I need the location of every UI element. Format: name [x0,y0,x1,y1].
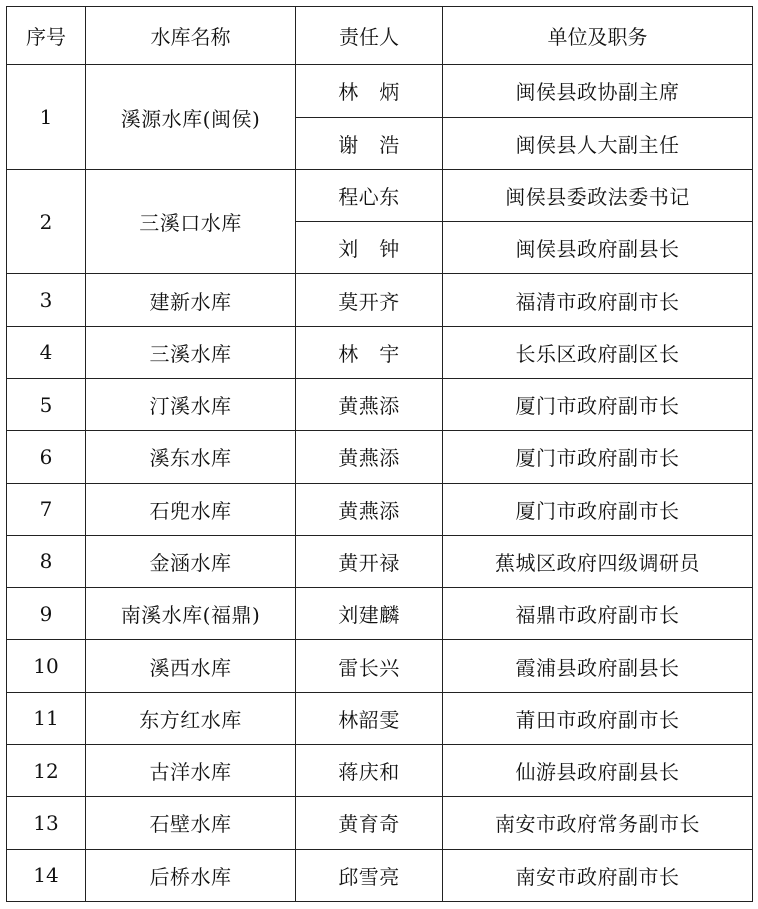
responsible-person: 黄燕添 [296,379,443,431]
unit-and-position: 蕉城区政府四级调研员 [443,535,753,587]
table-row [7,431,753,483]
responsible-person: 莫开齐 [296,274,443,326]
row-number: 5 [7,379,86,431]
unit-and-position: 霞浦县政府副县长 [443,640,753,692]
table-row [7,797,753,849]
responsible-person: 蒋庆和 [296,744,443,796]
header-reservoir-name: 水库名称 [86,7,296,65]
unit-and-position: 莆田市政府副市长 [443,692,753,744]
reservoir-name: 金涵水库 [86,535,296,587]
unit-and-position: 闽侯县人大副主任 [443,117,753,169]
responsible-person: 谢 浩 [296,117,443,169]
responsible-person: 黄开禄 [296,535,443,587]
unit-and-position: 厦门市政府副市长 [443,483,753,535]
table-row [7,849,753,901]
unit-and-position: 福清市政府副市长 [443,274,753,326]
unit-and-position: 仙游县政府副县长 [443,744,753,796]
unit-and-position: 南安市政府副市长 [443,849,753,901]
responsible-person: 刘 钟 [296,222,443,274]
row-number: 1 [7,65,86,170]
unit-and-position: 长乐区政府副区长 [443,326,753,378]
reservoir-name: 古洋水库 [86,744,296,796]
table-row [7,274,753,326]
reservoir-name: 石兜水库 [86,483,296,535]
responsible-person: 黄育奇 [296,797,443,849]
reservoir-name: 三溪口水库 [86,169,296,274]
reservoir-name: 石壁水库 [86,797,296,849]
table-row [7,65,753,117]
table-row [7,169,753,221]
responsible-person: 林 宇 [296,326,443,378]
row-number: 4 [7,326,86,378]
table-row [7,744,753,796]
responsible-person: 林韶雯 [296,692,443,744]
table-header-row [7,7,753,65]
table-row [7,640,753,692]
row-number: 9 [7,588,86,640]
responsible-person: 黄燕添 [296,483,443,535]
responsible-person: 雷长兴 [296,640,443,692]
unit-and-position: 闽侯县政府副县长 [443,222,753,274]
responsible-person: 邱雪亮 [296,849,443,901]
reservoir-name: 溪西水库 [86,640,296,692]
row-number: 10 [7,640,86,692]
unit-and-position: 南安市政府常务副市长 [443,797,753,849]
row-number: 11 [7,692,86,744]
reservoir-responsibility-table [6,6,753,902]
header-unit-and-position: 单位及职务 [443,7,753,65]
reservoir-name: 溪东水库 [86,431,296,483]
row-number: 14 [7,849,86,901]
row-number: 3 [7,274,86,326]
header-no: 序号 [7,7,86,65]
unit-and-position: 闽侯县政协副主席 [443,65,753,117]
row-number: 6 [7,431,86,483]
unit-and-position: 厦门市政府副市长 [443,431,753,483]
table-row [7,692,753,744]
header-responsible-person: 责任人 [296,7,443,65]
row-number: 7 [7,483,86,535]
table-row [7,588,753,640]
reservoir-name: 溪源水库(闽侯) [86,65,296,170]
reservoir-name: 建新水库 [86,274,296,326]
reservoir-name: 汀溪水库 [86,379,296,431]
table-row [7,379,753,431]
table-row [7,483,753,535]
row-number: 8 [7,535,86,587]
reservoir-name: 南溪水库(福鼎) [86,588,296,640]
table-row [7,326,753,378]
responsible-person: 刘建麟 [296,588,443,640]
reservoir-name: 三溪水库 [86,326,296,378]
reservoir-name: 东方红水库 [86,692,296,744]
row-number: 2 [7,169,86,274]
responsible-person: 程心东 [296,169,443,221]
row-number: 13 [7,797,86,849]
unit-and-position: 福鼎市政府副市长 [443,588,753,640]
table-row [7,535,753,587]
row-number: 12 [7,744,86,796]
responsible-person: 黄燕添 [296,431,443,483]
unit-and-position: 闽侯县委政法委书记 [443,169,753,221]
reservoir-name: 后桥水库 [86,849,296,901]
unit-and-position: 厦门市政府副市长 [443,379,753,431]
responsible-person: 林 炳 [296,65,443,117]
